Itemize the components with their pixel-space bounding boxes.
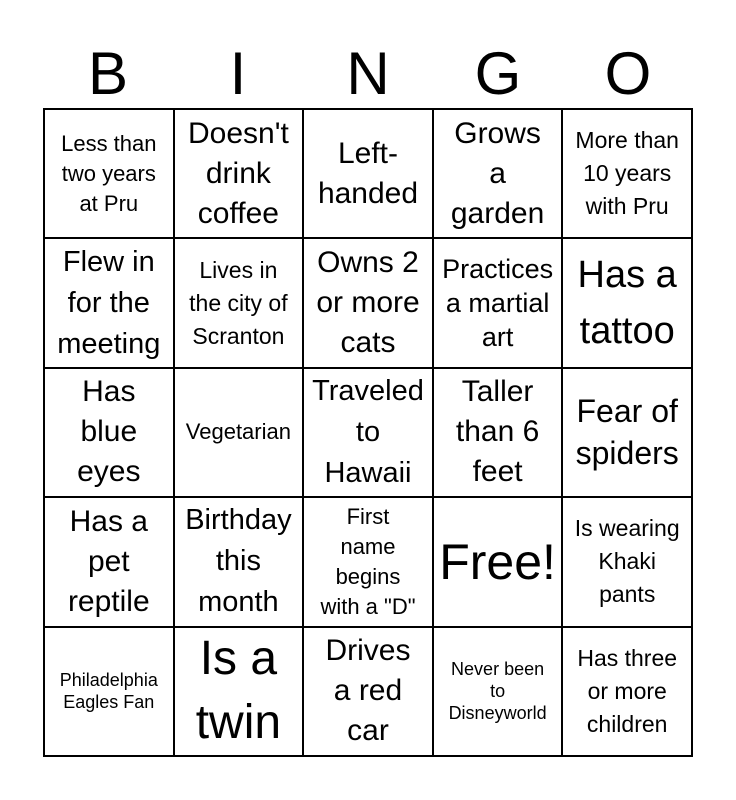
cell-text: Vegetarian — [185, 419, 291, 445]
cell-text: Doesn't drink coffee — [188, 116, 289, 230]
bingo-cell[interactable] — [174, 109, 304, 238]
cell-text: Practices a martial art — [442, 254, 554, 353]
bingo-cell[interactable] — [433, 238, 563, 367]
cell-text: Has blue eyes — [77, 375, 141, 489]
header-letter-g: G — [474, 40, 522, 107]
bingo-cell[interactable] — [433, 497, 563, 626]
bingo-grid — [43, 108, 693, 757]
cell-text: Birthday this month — [185, 504, 292, 619]
cell-text: Grows a garden — [450, 116, 545, 230]
cell-text: Less than two years at Pru — [61, 130, 157, 216]
cell-text: Taller than 6 feet — [455, 375, 540, 489]
bingo-header — [43, 40, 693, 108]
bingo-cell[interactable] — [303, 109, 433, 238]
cell-text: Has a pet reptile — [67, 504, 150, 618]
bingo-cell[interactable] — [174, 627, 304, 756]
cell-text: Has three or more children — [577, 644, 678, 737]
bingo-cell[interactable] — [174, 497, 304, 626]
bingo-cell[interactable] — [44, 497, 174, 626]
bingo-cell[interactable] — [562, 497, 692, 626]
header-letter-i: I — [229, 40, 247, 107]
cell-text: Traveled to Hawaii — [312, 374, 424, 489]
bingo-cell[interactable] — [174, 368, 304, 497]
cell-text: First name begins with a "D" — [320, 503, 416, 619]
bingo-cell[interactable] — [44, 238, 174, 367]
bingo-cell[interactable] — [303, 627, 433, 756]
bingo-cell[interactable] — [303, 368, 433, 497]
cell-text: Philadelphia Eagles Fan — [59, 670, 158, 713]
bingo-cell[interactable] — [44, 627, 174, 756]
cell-text: Is a twin — [195, 632, 282, 750]
header-letter-n: N — [346, 40, 390, 107]
bingo-cell[interactable] — [562, 109, 692, 238]
bingo-cell[interactable] — [303, 497, 433, 626]
bingo-cell[interactable] — [44, 109, 174, 238]
cell-text: Drives a red car — [325, 634, 411, 748]
cell-text: Has a tattoo — [577, 254, 677, 353]
cell-text: Left- handed — [317, 136, 419, 210]
cell-text: Never been to Disneyworld — [448, 659, 547, 724]
bingo-cell[interactable] — [562, 627, 692, 756]
cell-text: Free! — [439, 533, 556, 590]
cell-text: Fear of spiders — [575, 393, 679, 472]
header-letter-o: O — [604, 40, 652, 107]
header-letter-b: B — [87, 40, 129, 107]
cell-text: More than 10 years with Pru — [575, 127, 679, 220]
cell-text: Owns 2 or more cats — [316, 246, 420, 360]
cell-text: Flew in for the meeting — [57, 245, 161, 360]
bingo-cell[interactable] — [44, 368, 174, 497]
bingo-cell[interactable] — [303, 238, 433, 367]
cell-text: Lives in the city of Scranton — [189, 256, 288, 349]
bingo-cell[interactable] — [433, 627, 563, 756]
cell-text: Is wearing Khaki pants — [574, 515, 680, 608]
bingo-cell[interactable] — [174, 238, 304, 367]
bingo-cell[interactable] — [562, 238, 692, 367]
bingo-cell[interactable] — [433, 109, 563, 238]
bingo-cell[interactable] — [562, 368, 692, 497]
bingo-cell[interactable] — [433, 368, 563, 497]
